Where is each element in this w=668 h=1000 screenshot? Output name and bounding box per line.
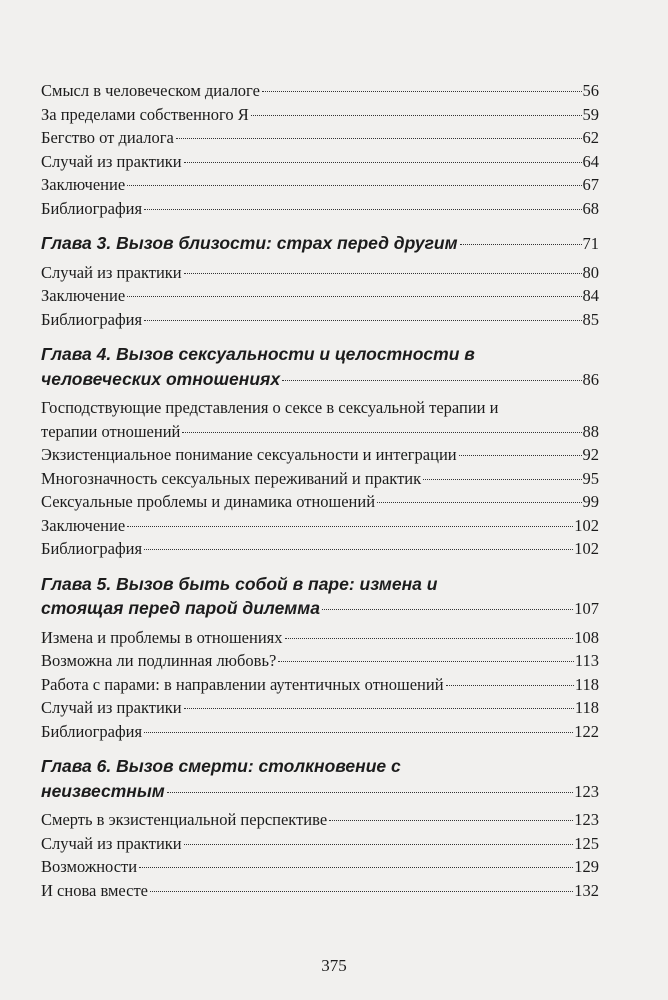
- toc-entry-page: 122: [574, 721, 599, 741]
- leader-dots: [167, 792, 573, 793]
- chapter-3-heading: [41, 231, 599, 257]
- toc-entry: [41, 808, 599, 832]
- chapter-heading-row: [41, 779, 599, 805]
- leader-dots: [285, 638, 574, 639]
- toc-entry: [41, 832, 599, 856]
- toc-entry: [41, 79, 599, 103]
- toc-entry: [41, 537, 599, 561]
- leader-dots: [139, 867, 573, 868]
- leader-dots: [144, 320, 581, 321]
- toc-entry-page: 85: [582, 309, 599, 329]
- toc-entry: [41, 626, 599, 650]
- leader-dots: [184, 162, 582, 163]
- leader-dots: [251, 115, 582, 116]
- toc-entry-page: 84: [582, 286, 599, 305]
- toc-entry-title: За пределами собственного Я: [41, 104, 249, 124]
- leader-dots: [282, 380, 581, 381]
- toc-entry: [41, 126, 599, 150]
- toc-entry-page: 125: [574, 833, 599, 853]
- toc-entry-page: 88: [582, 421, 599, 441]
- leader-dots: [144, 549, 573, 550]
- chapter-page: 123: [574, 781, 599, 801]
- toc-entry-page: 64: [582, 151, 599, 171]
- toc-entry-title: Библиография: [41, 309, 143, 329]
- toc-entry-page: 56: [582, 81, 599, 100]
- toc-entry: [41, 103, 599, 127]
- chapter-heading-row: [41, 367, 599, 393]
- toc-entry-page: 99: [582, 492, 599, 511]
- page-number: 375: [321, 956, 347, 975]
- toc-entry-title: Многозначность сексуальных переживаний и практик: [41, 468, 422, 488]
- toc-entry-title: Бегство от диалога: [41, 128, 174, 147]
- chapter-title: Глава 3. Вызов близости: страх перед другим: [41, 233, 458, 253]
- toc-entry: [41, 673, 599, 697]
- toc-entry: [41, 197, 599, 221]
- toc-entry-title: Сексуальные проблемы и динамика отношений: [41, 492, 376, 511]
- chapter-title-line1: Глава 4. Вызов сексуальности и целостности в: [41, 344, 475, 364]
- leader-dots: [182, 432, 581, 433]
- chapter-title-line2: человеческих отношениях: [41, 368, 281, 389]
- leader-dots: [460, 244, 582, 245]
- toc-entry: [41, 150, 599, 174]
- leader-dots: [184, 844, 574, 845]
- toc-entry-title: Смерть в экзистенциальной перспективе: [41, 810, 328, 829]
- leader-dots: [184, 273, 582, 274]
- toc-entry: [41, 261, 599, 285]
- chapter-title-line2: стоящая перед парой дилемма: [41, 598, 320, 618]
- toc-entry-title: Библиография: [41, 198, 143, 218]
- leader-dots: [446, 685, 574, 686]
- chapter-title-line1: Глава 6. Вызов смерти: столкновение с: [41, 756, 401, 776]
- chapter-heading-row: [41, 231, 599, 257]
- leader-dots: [127, 185, 581, 186]
- leader-dots: [278, 661, 574, 662]
- leader-dots: [459, 455, 582, 456]
- toc-entry-title: Заключение: [41, 175, 126, 194]
- toc-entry: [41, 284, 599, 308]
- chapter-5-entries: [41, 626, 599, 744]
- toc-entry-title: Экзистенциальное понимание сексуальности и интеграции: [41, 445, 457, 464]
- toc-entry-page: 92: [582, 445, 599, 464]
- chapter-heading-row: [41, 596, 599, 622]
- toc-entry-page: 68: [582, 198, 599, 218]
- toc-entry-page: 108: [574, 627, 599, 647]
- leader-dots: [150, 891, 573, 892]
- leader-dots: [127, 526, 573, 527]
- toc-entry: [41, 514, 599, 538]
- toc-entry-title: Библиография: [41, 539, 143, 558]
- toc-entry: [41, 420, 599, 444]
- toc-entry: [41, 490, 599, 514]
- chapter-title-line2: неизвестным: [41, 780, 165, 801]
- toc-entry-title: И снова вместе: [41, 880, 149, 900]
- leader-dots: [144, 732, 573, 733]
- leader-dots: [127, 296, 581, 297]
- toc-entry-title: Работа с парами: в направлении аутентичных отношений: [41, 674, 444, 694]
- chapter-4-entries: [41, 396, 599, 561]
- chapter-5-heading: [41, 572, 599, 622]
- toc-entry-page: 80: [582, 262, 599, 282]
- toc-entry-page: 123: [574, 810, 599, 829]
- toc-top-entries: [41, 79, 599, 220]
- chapter-page: 86: [582, 369, 599, 389]
- toc-entry: [41, 720, 599, 744]
- leader-dots: [184, 708, 574, 709]
- toc-entry-title: Измена и проблемы в отношениях: [41, 627, 283, 647]
- toc-entry-title: Заключение: [41, 515, 126, 535]
- leader-dots: [423, 479, 581, 480]
- chapter-6-entries: [41, 808, 599, 902]
- chapter-3-entries: [41, 261, 599, 332]
- toc-entry: [41, 879, 599, 903]
- leader-dots: [144, 209, 581, 210]
- toc-entry-page: 102: [574, 515, 599, 535]
- toc-entry-title-line2: терапии отношений: [41, 421, 181, 441]
- toc-entry-page: 102: [574, 539, 599, 558]
- leader-dots: [322, 609, 573, 610]
- toc-entry-title: Случай из практики: [41, 833, 182, 853]
- toc-entry-page: 113: [574, 651, 599, 670]
- toc-entry-title: Смысл в человеческом диалоге: [41, 81, 260, 100]
- leader-dots: [262, 91, 582, 92]
- chapter-6-heading: [41, 754, 599, 804]
- toc-entry-title: Случай из практики: [41, 698, 182, 717]
- toc-entry-page: 118: [574, 674, 599, 694]
- leader-dots: [377, 502, 581, 503]
- toc-entry-page: 118: [574, 698, 599, 717]
- toc-entry-page: 129: [574, 857, 599, 876]
- toc-entry-title: Заключение: [41, 286, 126, 305]
- toc-entry-page: 67: [582, 175, 599, 194]
- chapter-4-heading: [41, 342, 599, 392]
- toc-entry-page: 95: [582, 468, 599, 488]
- toc-entry: [41, 649, 599, 673]
- toc-entry: [41, 467, 599, 491]
- toc-entry: [41, 855, 599, 879]
- toc-entry-page: 132: [574, 880, 599, 900]
- toc-entry: [41, 696, 599, 720]
- toc-entry-title: Возможности: [41, 857, 138, 876]
- chapter-page: 71: [582, 234, 599, 253]
- toc-entry-title: Случай из практики: [41, 262, 182, 282]
- toc-entry: [41, 308, 599, 332]
- toc-entry: [41, 173, 599, 197]
- toc-entry-title: Библиография: [41, 721, 143, 741]
- table-of-contents: [41, 79, 599, 902]
- toc-entry-page: 62: [582, 128, 599, 147]
- chapter-title-line1: Глава 5. Вызов быть собой в паре: измена и: [41, 573, 438, 594]
- toc-entry-title: Возможна ли подлинная любовь?: [41, 651, 277, 670]
- toc-entry-page: 59: [582, 104, 599, 124]
- leader-dots: [329, 820, 573, 821]
- leader-dots: [176, 138, 582, 139]
- toc-entry: [41, 443, 599, 467]
- chapter-page: 107: [574, 599, 599, 618]
- toc-entry-title: Случай из практики: [41, 151, 182, 171]
- toc-entry-title-line1: Господствующие представления о сексе в сексуальной терапии и: [41, 398, 499, 417]
